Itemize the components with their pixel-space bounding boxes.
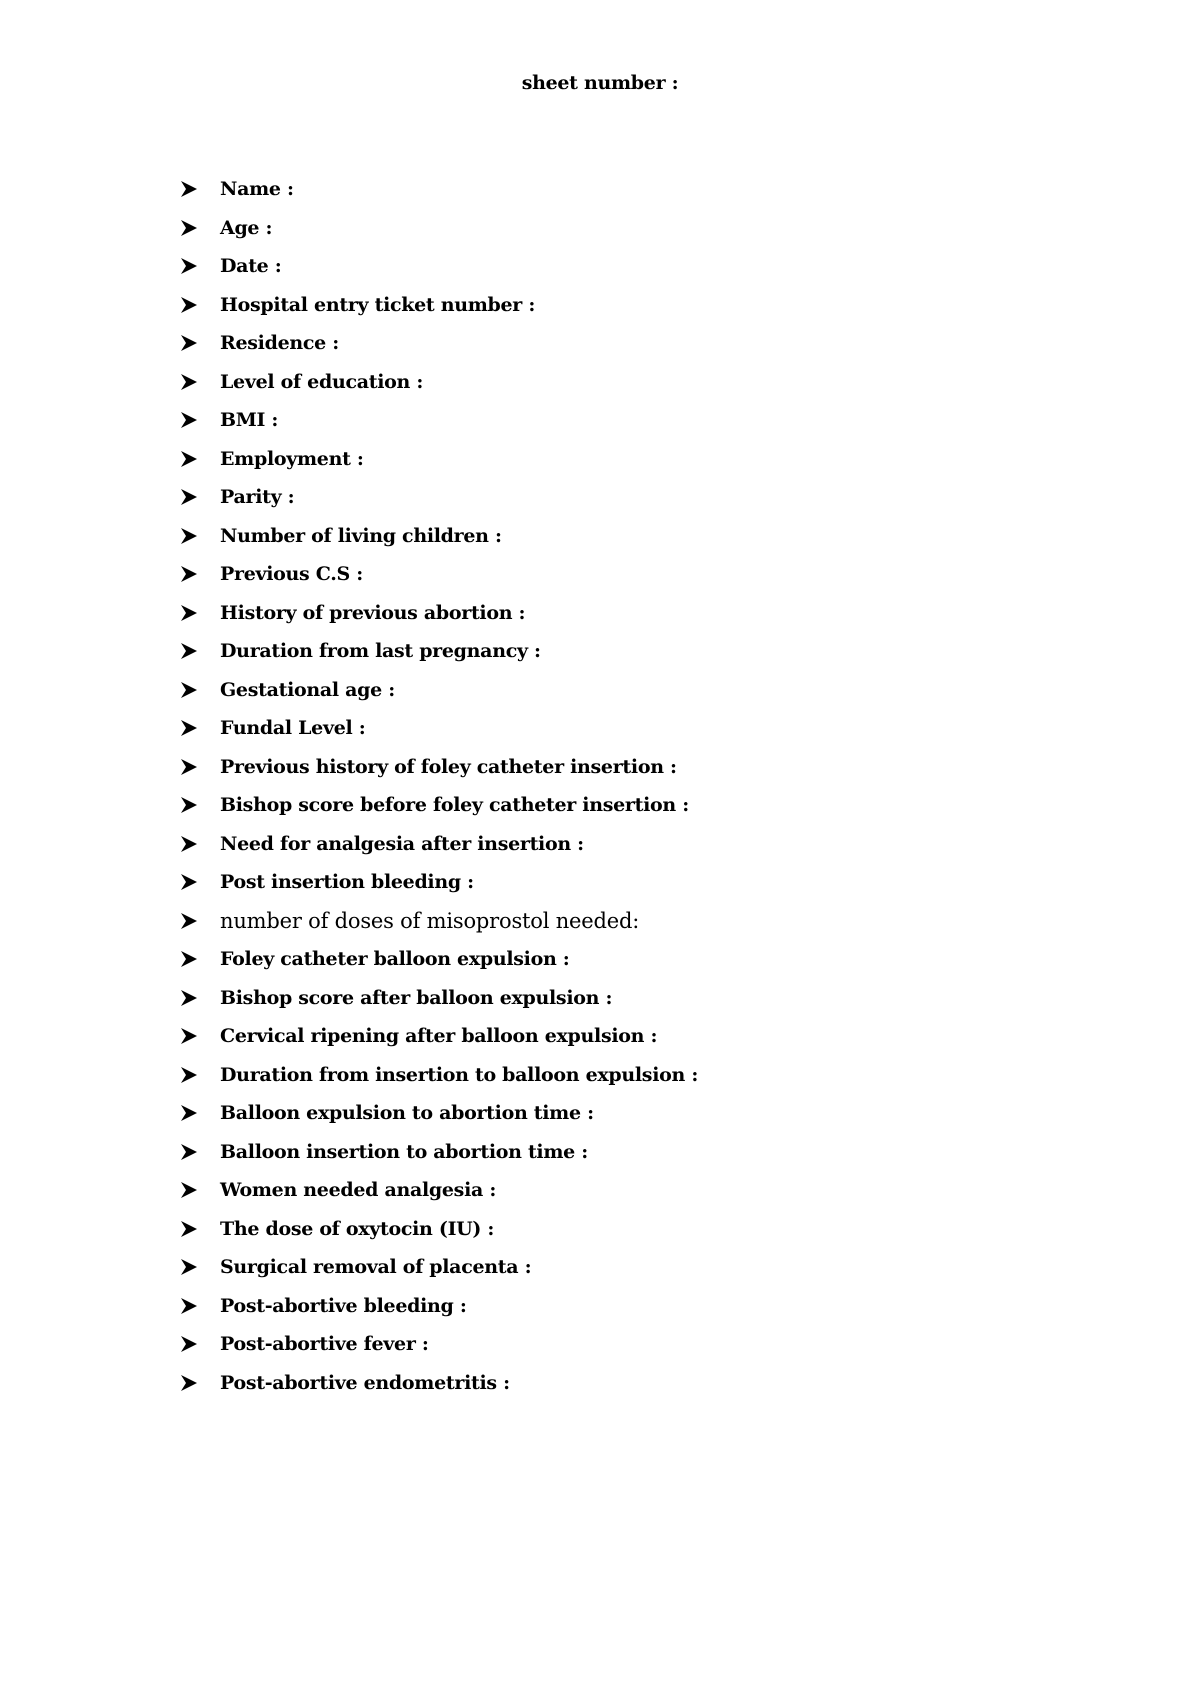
arrowhead-bullet-icon: [180, 719, 220, 737]
arrowhead-bullet-icon: [180, 1066, 220, 1084]
field-label: Duration from insertion to balloon expulsion :: [220, 1063, 699, 1086]
field-item: [180, 902, 698, 941]
field-label: Surgical removal of placenta :: [220, 1256, 532, 1279]
field-item: [180, 1287, 698, 1326]
field-item: [180, 401, 698, 440]
arrowhead-bullet-icon: [180, 796, 220, 814]
field-label: The dose of oxytocin (IU) :: [220, 1217, 495, 1240]
field-item: [180, 979, 698, 1018]
field-label: Age :: [220, 216, 273, 239]
arrowhead-bullet-icon: [180, 1220, 220, 1238]
arrowhead-bullet-icon: [180, 1143, 220, 1161]
arrowhead-bullet-icon: [180, 219, 220, 237]
arrowhead-bullet-icon: [180, 373, 220, 391]
arrowhead-bullet-icon: [180, 642, 220, 660]
field-item: [180, 517, 698, 556]
arrowhead-bullet-icon: [180, 1335, 220, 1353]
field-label: Fundal Level :: [220, 717, 366, 740]
field-label: Previous history of foley catheter insertion :: [220, 755, 677, 778]
field-item: [180, 209, 698, 248]
arrowhead-bullet-icon: [180, 1181, 220, 1199]
field-item: [180, 940, 698, 979]
arrowhead-bullet-icon: [180, 989, 220, 1007]
field-item: [180, 1171, 698, 1210]
field-label: Level of education :: [220, 370, 424, 393]
field-label: BMI :: [220, 409, 279, 432]
field-item: [180, 247, 698, 286]
field-item: [180, 1325, 698, 1364]
field-item: [180, 1094, 698, 1133]
field-item: [180, 440, 698, 479]
field-item: [180, 825, 698, 864]
arrowhead-bullet-icon: [180, 296, 220, 314]
sheet-number-heading: sheet number :: [521, 72, 679, 94]
field-label: Need for analgesia after insertion :: [220, 832, 584, 855]
field-item: [180, 632, 698, 671]
arrowhead-bullet-icon: [180, 180, 220, 198]
field-label: Parity :: [220, 486, 295, 509]
arrowhead-bullet-icon: [180, 334, 220, 352]
arrowhead-bullet-icon: [180, 1297, 220, 1315]
field-item: [180, 594, 698, 633]
field-label: History of previous abortion :: [220, 601, 526, 624]
arrowhead-bullet-icon: [180, 450, 220, 468]
field-item: [180, 363, 698, 402]
field-item: [180, 863, 698, 902]
field-item: [180, 1210, 698, 1249]
field-item: [180, 1248, 698, 1287]
arrowhead-bullet-icon: [180, 758, 220, 776]
field-item: [180, 671, 698, 710]
field-label: Residence :: [220, 332, 339, 355]
arrowhead-bullet-icon: [180, 604, 220, 622]
field-label: number of doses of misoprostol needed:: [220, 908, 640, 933]
field-item: [180, 286, 698, 325]
field-item: [180, 748, 698, 787]
field-item: [180, 1364, 698, 1403]
field-item: [180, 324, 698, 363]
field-label: Name :: [220, 178, 294, 201]
field-label: Date :: [220, 255, 282, 278]
arrowhead-bullet-icon: [180, 1374, 220, 1392]
field-label: Previous C.S :: [220, 563, 363, 586]
arrowhead-bullet-icon: [180, 912, 220, 930]
field-label: Hospital entry ticket number :: [220, 293, 536, 316]
arrowhead-bullet-icon: [180, 873, 220, 891]
arrowhead-bullet-icon: [180, 411, 220, 429]
field-item: [180, 1133, 698, 1172]
field-item: [180, 555, 698, 594]
field-item: [180, 1056, 698, 1095]
field-label: Duration from last pregnancy :: [220, 640, 541, 663]
field-item: [180, 709, 698, 748]
field-label: Post insertion bleeding :: [220, 871, 474, 894]
arrowhead-bullet-icon: [180, 565, 220, 583]
field-label: Bishop score before foley catheter insertion :: [220, 794, 689, 817]
field-label: Post-abortive bleeding :: [220, 1294, 467, 1317]
arrowhead-bullet-icon: [180, 1104, 220, 1122]
field-label: Cervical ripening after balloon expulsion :: [220, 1025, 658, 1048]
field-label: Number of living children :: [220, 524, 502, 547]
arrowhead-bullet-icon: [180, 681, 220, 699]
field-label: Foley catheter balloon expulsion :: [220, 948, 570, 971]
field-label: Gestational age :: [220, 678, 395, 701]
field-list: [180, 170, 698, 1402]
arrowhead-bullet-icon: [180, 950, 220, 968]
field-item: [180, 170, 698, 209]
field-item: [180, 786, 698, 825]
field-label: Employment :: [220, 447, 364, 470]
arrowhead-bullet-icon: [180, 488, 220, 506]
field-label: Post-abortive endometritis :: [220, 1371, 510, 1394]
arrowhead-bullet-icon: [180, 1258, 220, 1276]
field-label: Bishop score after balloon expulsion :: [220, 986, 613, 1009]
arrowhead-bullet-icon: [180, 1027, 220, 1045]
arrowhead-bullet-icon: [180, 257, 220, 275]
arrowhead-bullet-icon: [180, 835, 220, 853]
field-label: Post-abortive fever :: [220, 1333, 429, 1356]
field-label: Balloon insertion to abortion time :: [220, 1140, 588, 1163]
field-label: Women needed analgesia :: [220, 1179, 497, 1202]
field-item: [180, 1017, 698, 1056]
arrowhead-bullet-icon: [180, 527, 220, 545]
field-label: Balloon expulsion to abortion time :: [220, 1102, 594, 1125]
field-item: [180, 478, 698, 517]
